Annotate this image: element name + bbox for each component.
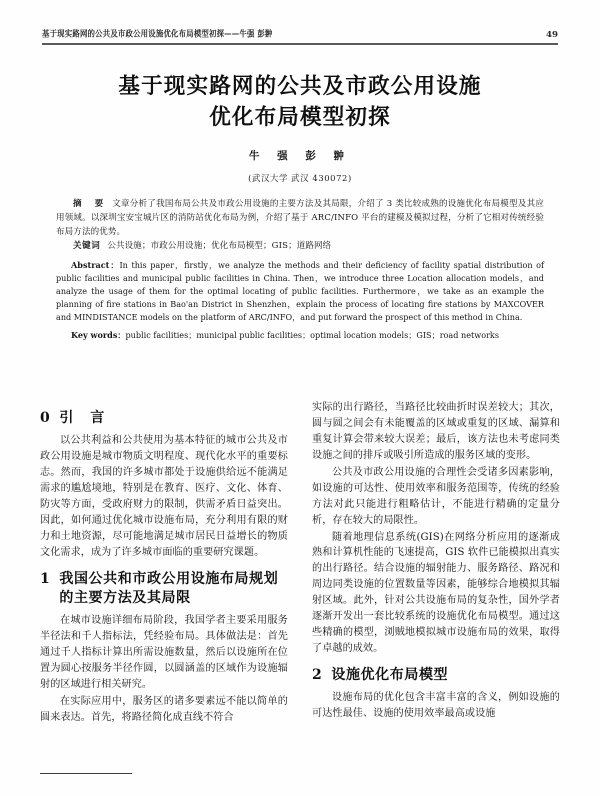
right-column <box>312 400 560 788</box>
section-title: 我国公共和市政公用设施布局规划的主要方法及其局限 <box>59 570 279 607</box>
section-title: 引 言 <box>59 410 111 426</box>
english-keywords-text: public facilities；municipal public facilities；optimal location models；GIS；road networks <box>125 329 499 340</box>
running-head <box>42 22 558 40</box>
page-title <box>60 72 540 133</box>
section-heading <box>312 666 560 685</box>
section-title: 设施优化布局模型 <box>331 667 449 683</box>
english-keywords <box>56 329 544 342</box>
body-columns <box>40 400 560 788</box>
abstract-block <box>56 198 544 342</box>
body-paragraph: 在实际应用中，服务区的诸多要素远不能以简单的圆来表达。首先，将路径简化成直线不符合 <box>40 696 288 724</box>
english-abstract <box>56 259 544 324</box>
english-abstract-text: In this paper，firstly，we analyze the methods and their deficiency of facility spatial distribution of public facilities and municipal public facilities in China. Then，we introduce three Location allocation models，and analyze the usage of them for the optimal locating of public facilities. Furthermore，we take as an example the planning of fire stations in Bao'an District in Shenzhen，explain the process of locating fire stations by MAXCOVER and MINDISTANCE models on the platform of ARC/INFO，and put forward the prospect of this method in China. <box>56 260 544 322</box>
footnote-rule <box>40 773 132 774</box>
chinese-abstract <box>56 198 544 239</box>
chinese-abstract-label: 摘 要 <box>73 199 109 209</box>
body-paragraph: 实际的出行路径，当路径比较曲折时误差较大；其次，圆与圆之间会有未能覆盖的区域或重复的区域、漏算和重复计算会带来较大误差；最后，该方法也未考虑同类设施之间的排斥或吸引所造成的服务区域的变形。 <box>312 402 560 461</box>
affiliation: (武汉大学 武汉 430072) <box>248 173 352 183</box>
body-paragraph: 设施布局的优化包含丰富丰富的含义，例如设施的可达性最佳、设施的使用效率最高或设施 <box>312 692 560 720</box>
page-number: 49 <box>546 30 558 40</box>
author-list: 牛 强 彭 翀 <box>249 150 351 162</box>
section-number: 2 <box>312 667 323 683</box>
body-paragraph: 以公共利益和公共使用为基本特征的城市公共及市政公用设施是城市物质文明程度、现代化水平的重要标志。然而，我国的许多城市都处于设施供给远不能满足需求的尴尬境地，特别是在教育、医疗、文化、体育、防灾等方面，受政府财力的限制，供需矛盾日益突出。因此，如何通过优化城市设施布局，充分利用有限的财力和土地资源，尽可能地满足城市居民日益增长的物质文化需求，成为了许多城市面临的重要研究课题。 <box>40 435 288 558</box>
title-line-1: 基于现实路网的公共及市政公用设施 <box>118 74 482 99</box>
body-paragraph: 在城市设施详细布局阶段，我国学者主要采用服务半径法和千人指标法，凭经验布局。具体做法是：首先通过千人指标计算出所需设施数量，然后以设施所在位置为圆心按服务半径作圆，以圆涵盖的区域作为设施辐射的区域进行相关研究。 <box>40 615 288 691</box>
english-abstract-label: Abstract： <box>71 260 120 271</box>
chinese-keywords-text: 公共设施；市政公用设施；优化布局模型；GIS；道路网络 <box>107 241 332 252</box>
body-paragraph: 随着地理信息系统(GIS)在网络分析应用的逐渐成熟和计算机性能的飞速提高，GIS 软件已能模拟出真实的出行路径。结合设施的辐射能力、服务路径、路况和周边同类设施的位置数量等因素，能够综合地模拟其辐射区域。此外，针对公共设施布局的复杂性，国外学者逐渐开发出一套比较系统的设施优化布局模型。通过这些精确的模型，浏贼地模拟城市设施布局的效果，取得了卓越的成效。 <box>312 531 560 655</box>
chinese-abstract-text: 文章分析了我国布局公共及市政公用设施的主要方法及其局限，介绍了 3 类比较成熟的设施优化布局模型及其应用领域。以深圳宝安宝城片区的消防站优化布局为例，介绍了基于 ARC/INFO 平台的建模及模拟过程，分析了它相对传统经验布局方法的优势。 <box>56 199 544 237</box>
left-column <box>40 400 288 788</box>
running-head-title: 基于现实路网的公共及市政公用设施优化布局模型初探——牛强 彭翀 <box>42 28 273 39</box>
section-number: 0 <box>40 410 51 426</box>
section-number: 1 <box>40 570 51 587</box>
body-paragraph: 公共及市政公用设施的合理性会受诸多因素影响，如设施的可达性、使用效率和服务范围等，传统的经验方法对此只能进行粗略估计，不能进行精确的定量分析，存在较大的局限性。 <box>312 466 560 526</box>
english-keywords-label: Key words： <box>71 329 126 340</box>
section-heading <box>40 409 288 428</box>
header-rule <box>42 43 558 45</box>
title-line-2: 优化布局模型初探 <box>209 104 391 130</box>
chinese-keywords-label: 关键词 <box>73 241 101 252</box>
section-heading <box>40 570 288 609</box>
chinese-keywords <box>56 240 544 254</box>
